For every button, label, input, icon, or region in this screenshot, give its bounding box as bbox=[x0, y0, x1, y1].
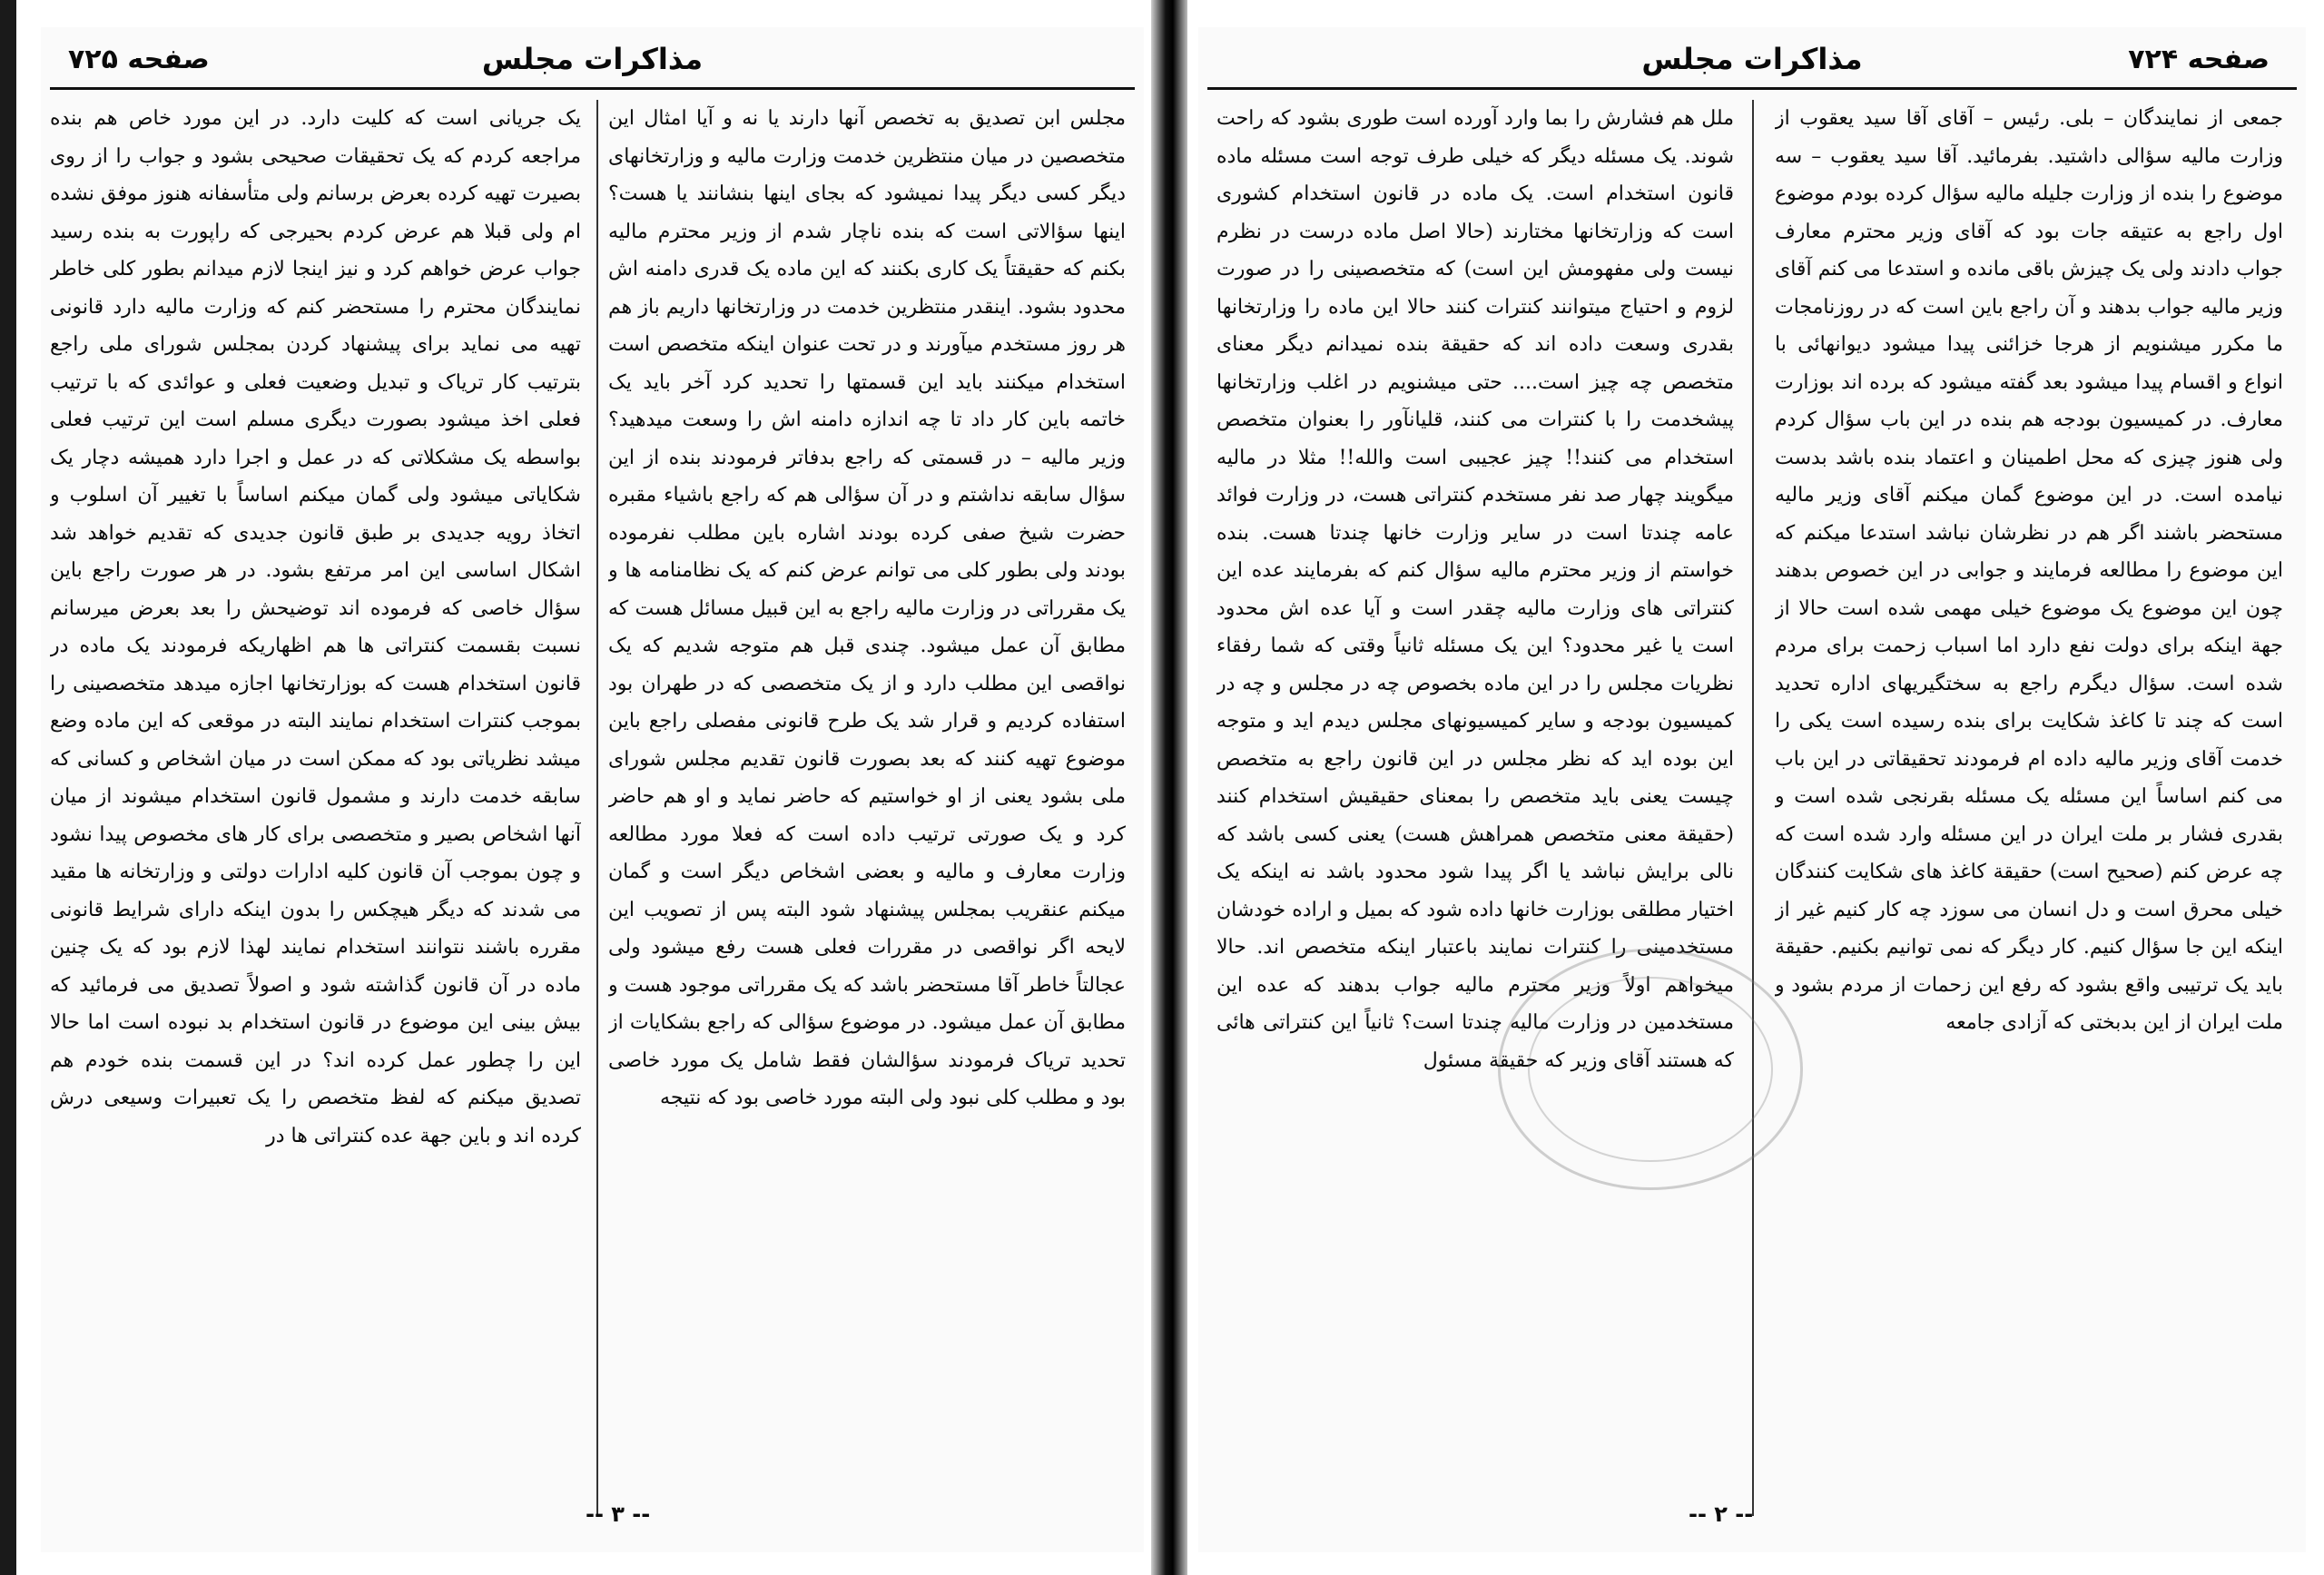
text-column-right: مجلس ابن تصدیق به تخصص آنها دارند یا نه و آیا امثال این متخصصین در میان منتظرین خدمت وزارت مالیه و وزارتخانهای دیگر کسی دیگر پیدا نمیشود که بجای اینها بنشانند یا هست؟ اینها سؤالاتی است که بنده ناچار شدم از وزیر محترم مالیه بکنم که حقیقتاً یک کاری بکنند که این ماده یک قدری دامنه اش محدود بشود. اینقدر منتظرین خدمت در وزارتخانها داریم باز هم هر روز مستخدم میآورند و در تحت عنوان اینکه متخصص است استخدام میکنند باید این قسمتها را تحدید کرد آخر باید یک خاتمه باین کار داد تا چه اندازه دامنه اش را وسعت میدهید؟ وزیر مالیه – در قسمتی که راجع بدفاتر فرمودند بنده از این سؤال سابقه نداشتم و در آن سؤالی هم که راجع باشیاء مقبره حضرت شیخ صفی کرده بودند اشاره باین مطلب نفرموده بودند ولی بطور کلی می توانم عرض کنم که یک نظامنامه ها و یک مقرراتی در وزارت مالیه راجع به این قبیل مسائل هست که مطابق آن عمل میشود. چندی قبل هم متوجه شدیم که یک نواقصی این مطلب دارد و از یک متخصصی که در طهران بود استفاده کردیم و قرار شد یک طرح قانونی مفصلی راجع باین موضوع تهیه کنند که بعد بصورت قانون تقدیم مجلس شورای ملی بشود یعنی از او خواستیم که حاضر نماید و او هم حاضر کرد و یک صورتی ترتیب داده است که فعلا مورد مطالعه وزارت معارف و مالیه و بعضی اشخاص دیگر است و گمان میکنم عنقریب بمجلس پیشنهاد شود البته پس از تصویب این لایحه اگر نواقصی در مقررات فعلی هست رفع میشود ولی عجالتاً خاطر آقا مستحضر باشد که یک مقرراتی موجود هست و مطابق آن عمل میشود. در موضوع سؤالی که راجع بشکایات از تحدید تریاک فرمودند سؤالشان فقط شامل یک مورد خاصی بود و مطلب کلی نبود ولی البته مورد خاصی بود که نتیجه bbox=[608, 107, 1126, 1109]
running-title: مذاکرات مجلس bbox=[481, 42, 704, 76]
text-column-left: یک جریانی است که کلیت دارد. در این مورد خاص هم بنده مراجعه کردم که یک تحقیقات صحیحی بشود و جواب را از روی بصیرت تهیه کرده بعرض برسانم ولی متأسفانه هنوز موفق نشده ام ولی قبلا هم عرض کردم بحیرجی که راپورت به بنده رسید جواب عرض خواهم کرد و نیز اینجا لازم میدانم بطور کلی خاطر نمایندگان محترم را مستحضر کنم که وزارت مالیه دارد قانونی تهیه می نماید برای پیشنهاد کردن بمجلس شورای ملی راجع بترتیب کار تریاک و تبدیل وضعیت فعلی و عوائدی که با ترتیب فعلی اخذ میشود بصورت دیگری مسلم است این ترتیب فعلی بواسطه یک مشکلاتی که در عمل و اجرا دارد همیشه دچار یک شکایاتی میشود ولی گمان میکنم اساساً با تغییر آن اسلوب و اتخاذ رویه جدیدی بر طبق قانون جدیدی که تقدیم خواهد شد اشکال اساسی این امر مرتفع بشود. در هر صورت راجع باین سؤال خاصی که فرموده اند توضیحش را بعد بعرض میرسانم نسبت بقسمت کنتراتی ها هم اظهاریکه فرمودند یک ماده در قانون استخدام هست که بوزارتخانها اجازه میدهد متخصصینی را بموجب کنترات استخدام نمایند البته در موقعی که این ماده وضع میشد نظریاتی بود که ممکن است در میان اشخاص و کسانی که سابقه خدمت دارند و مشمول قانون استخدام میشوند از میان آنها اشخاص بصیر و متخصصی برای کار های مخصوص پیدا نشود و چون بموجب آن قانون کلیه ادارات دولتی و وزارتخانه ها مقید می شدند که دیگر هیچکس را بدون اینکه دارای شرایط قانونی مقرره باشند نتوانند استخدام نمایند لهذا لازم بود که یک چنین ماده در آن قانون گذاشته شود و اصولاً تصدیق می فرمائید که بیش بینی این موضوع در قانون استخدام بد نبوده است اما حالا این را چطور عمل کرده اند؟ در این قسمت بنده خودم هم تصدیق میکنم که لفظ متخصص را یک تعبیرات وسیعی درش کرده اند و باین جهة عده کنتراتی ها در bbox=[50, 107, 581, 1147]
header-rule bbox=[1207, 87, 2297, 90]
folio-number: -- ۳ -- bbox=[586, 1501, 651, 1527]
folio-number: -- ۲ -- bbox=[1689, 1501, 1754, 1527]
faded-stamp bbox=[1498, 949, 1803, 1190]
book-gutter bbox=[1151, 0, 1187, 1575]
text-column-right: جمعی از نمایندگان – بلی. رئیس – آقای آقا سید یعقوب از وزارت مالیه سؤالی داشتید. بفرمائید. آقا سید یعقوب – سه موضوع را بنده از وزارت جلیله مالیه سؤال کرده بودم موضوع اول راجع به عتیقه جات بود که آقای وزیر محترم معارف جواب دادند ولی یک چیزش باقی مانده و استدعا می کنم آقای وزیر مالیه جواب بدهند و آن راجع باین است که در روزنامجات ما مکرر میشنویم از هرجا خزائنی پیدا میشود دیوانهائی با انواع و اقسام پیدا میشود بعد گفته میشود که برده اند بوزارت معارف. در کمیسیون بودجه هم بنده در این باب سؤال کردم ولی هنوز چیزی که محل اطمینان و اعتماد بنده باشد بدست نیامده است. در این موضوع گمان میکنم آقای وزیر مالیه مستحضر باشند اگر هم در نظرشان نباشد استدعا میکنم که این موضوع را مطالعه فرمایند و جوابی در این خصوص بدهند چون این موضوع یک موضوع خیلی مهمی شده است حالا از جهة اینکه برای دولت نفع دارد اما اسباب زحمت برای مردم شده است. سؤال دیگرم راجع به سختگیریهای اداره تحدید است که چند تا کاغذ شکایت برای بنده رسیده است یکی را خدمت آقای وزیر مالیه داده ام فرمودند تحقیقاتی در این باب می کنم اساساً این مسئله یک مسئله بقرنجی شده است و بقدری فشار بر ملت ایران در این مسئله وارد شده است که چه عرض کنم (صحیح است) حقیقة کاغذ های شکایت کنندگان خیلی محرق است و دل انسان می سوزد چه کار کنیم غیر از اینکه این جا سؤال کنیم. کار دیگر که نمی توانیم بکنیم. حقیقة باید یک ترتیبی واقع بشود که رفع این زحمات از مردم بشود و ملت ایران از این بدبختی که آزادی جامعه bbox=[1775, 107, 2283, 1034]
column-divider bbox=[596, 100, 598, 1516]
running-title: مذاکرات مجلس bbox=[1641, 42, 1863, 76]
page-header bbox=[1198, 34, 2306, 89]
page-number: صفحه ۷۲۵ bbox=[68, 44, 210, 75]
scan-edge bbox=[0, 0, 16, 1575]
page-number: صفحه ۷۲۴ bbox=[2128, 44, 2270, 75]
page-724 bbox=[1198, 27, 2306, 1552]
page-header bbox=[41, 34, 1144, 89]
column-divider bbox=[1752, 100, 1754, 1516]
stamp-inner-ring bbox=[1528, 977, 1773, 1162]
header-rule bbox=[50, 87, 1135, 90]
text-column-left: ملل هم فشارش را بما وارد آورده است طوری بشود که راحت شوند. یک مسئله دیگر که خیلی طرف توجه است مسئله ماده قانون استخدام است. یک ماده در قانون استخدام کشوری است که وزارتخانها مختارند (حالا اصل ماده درست در نظرم نیست ولی مفهومش این است) که متخصصینی را در صورت لزوم و احتیاج میتوانند کنترات کنند حالا این ماده را وزارتخانها بقدری وسعت داده اند که حقیقة بنده نمیدانم دیگر معنای متخصص چه چیز است.... حتی میشنویم در اغلب وزارتخانها پیشخدمت را با کنترات می کنند، قلیانآور را بعنوان متخصص استخدام می کنند!! چیز عجیبی است والله!! مثلا در مالیه میگویند چهار صد نفر مستخدم کنتراتی هست، در وزارت فوائد عامه چندتا است در سایر وزارت خانها چندتا هست. بنده خواستم از وزیر محترم مالیه سؤال کنم که بفرمایند عده این کنتراتی های وزارت مالیه چقدر است و آیا عده اش محدود است یا غیر محدود؟ این یک مسئله ثانیاً وقتی که شما رفقاء نظریات مجلس را در این ماده بخصوص چه در مجلس و چه در کمیسیون بودجه و سایر کمیسیونهای مجلس دیدم اید و متوجه این بوده اید که نظر مجلس در این قانون راجع به متخصص چیست یعنی باید متخصص را بمعنای حقیقیش استخدام کنند (حقیقة معنی متخصص همراهش هست) یعنی کسی باشد که نالی برایش نباشد یا اگر پیدا شود محدود باشد نه اینکه یک اختیار مطلقی بوزارت خانها داده شود که بمیل و اراده خودشان مستخدمینی را کنترات نمایند باعتبار اینکه متخصص اند. حالا میخواهم اولاً وزیر محترم مالیه جواب بدهند که عده این مستخدمین در وزارت مالیه چندتا است؟ ثانیاً این کنتراتی هائی که هستند آقای وزیر که حقیقة مسئول bbox=[1216, 107, 1734, 1072]
page-725 bbox=[41, 27, 1144, 1552]
